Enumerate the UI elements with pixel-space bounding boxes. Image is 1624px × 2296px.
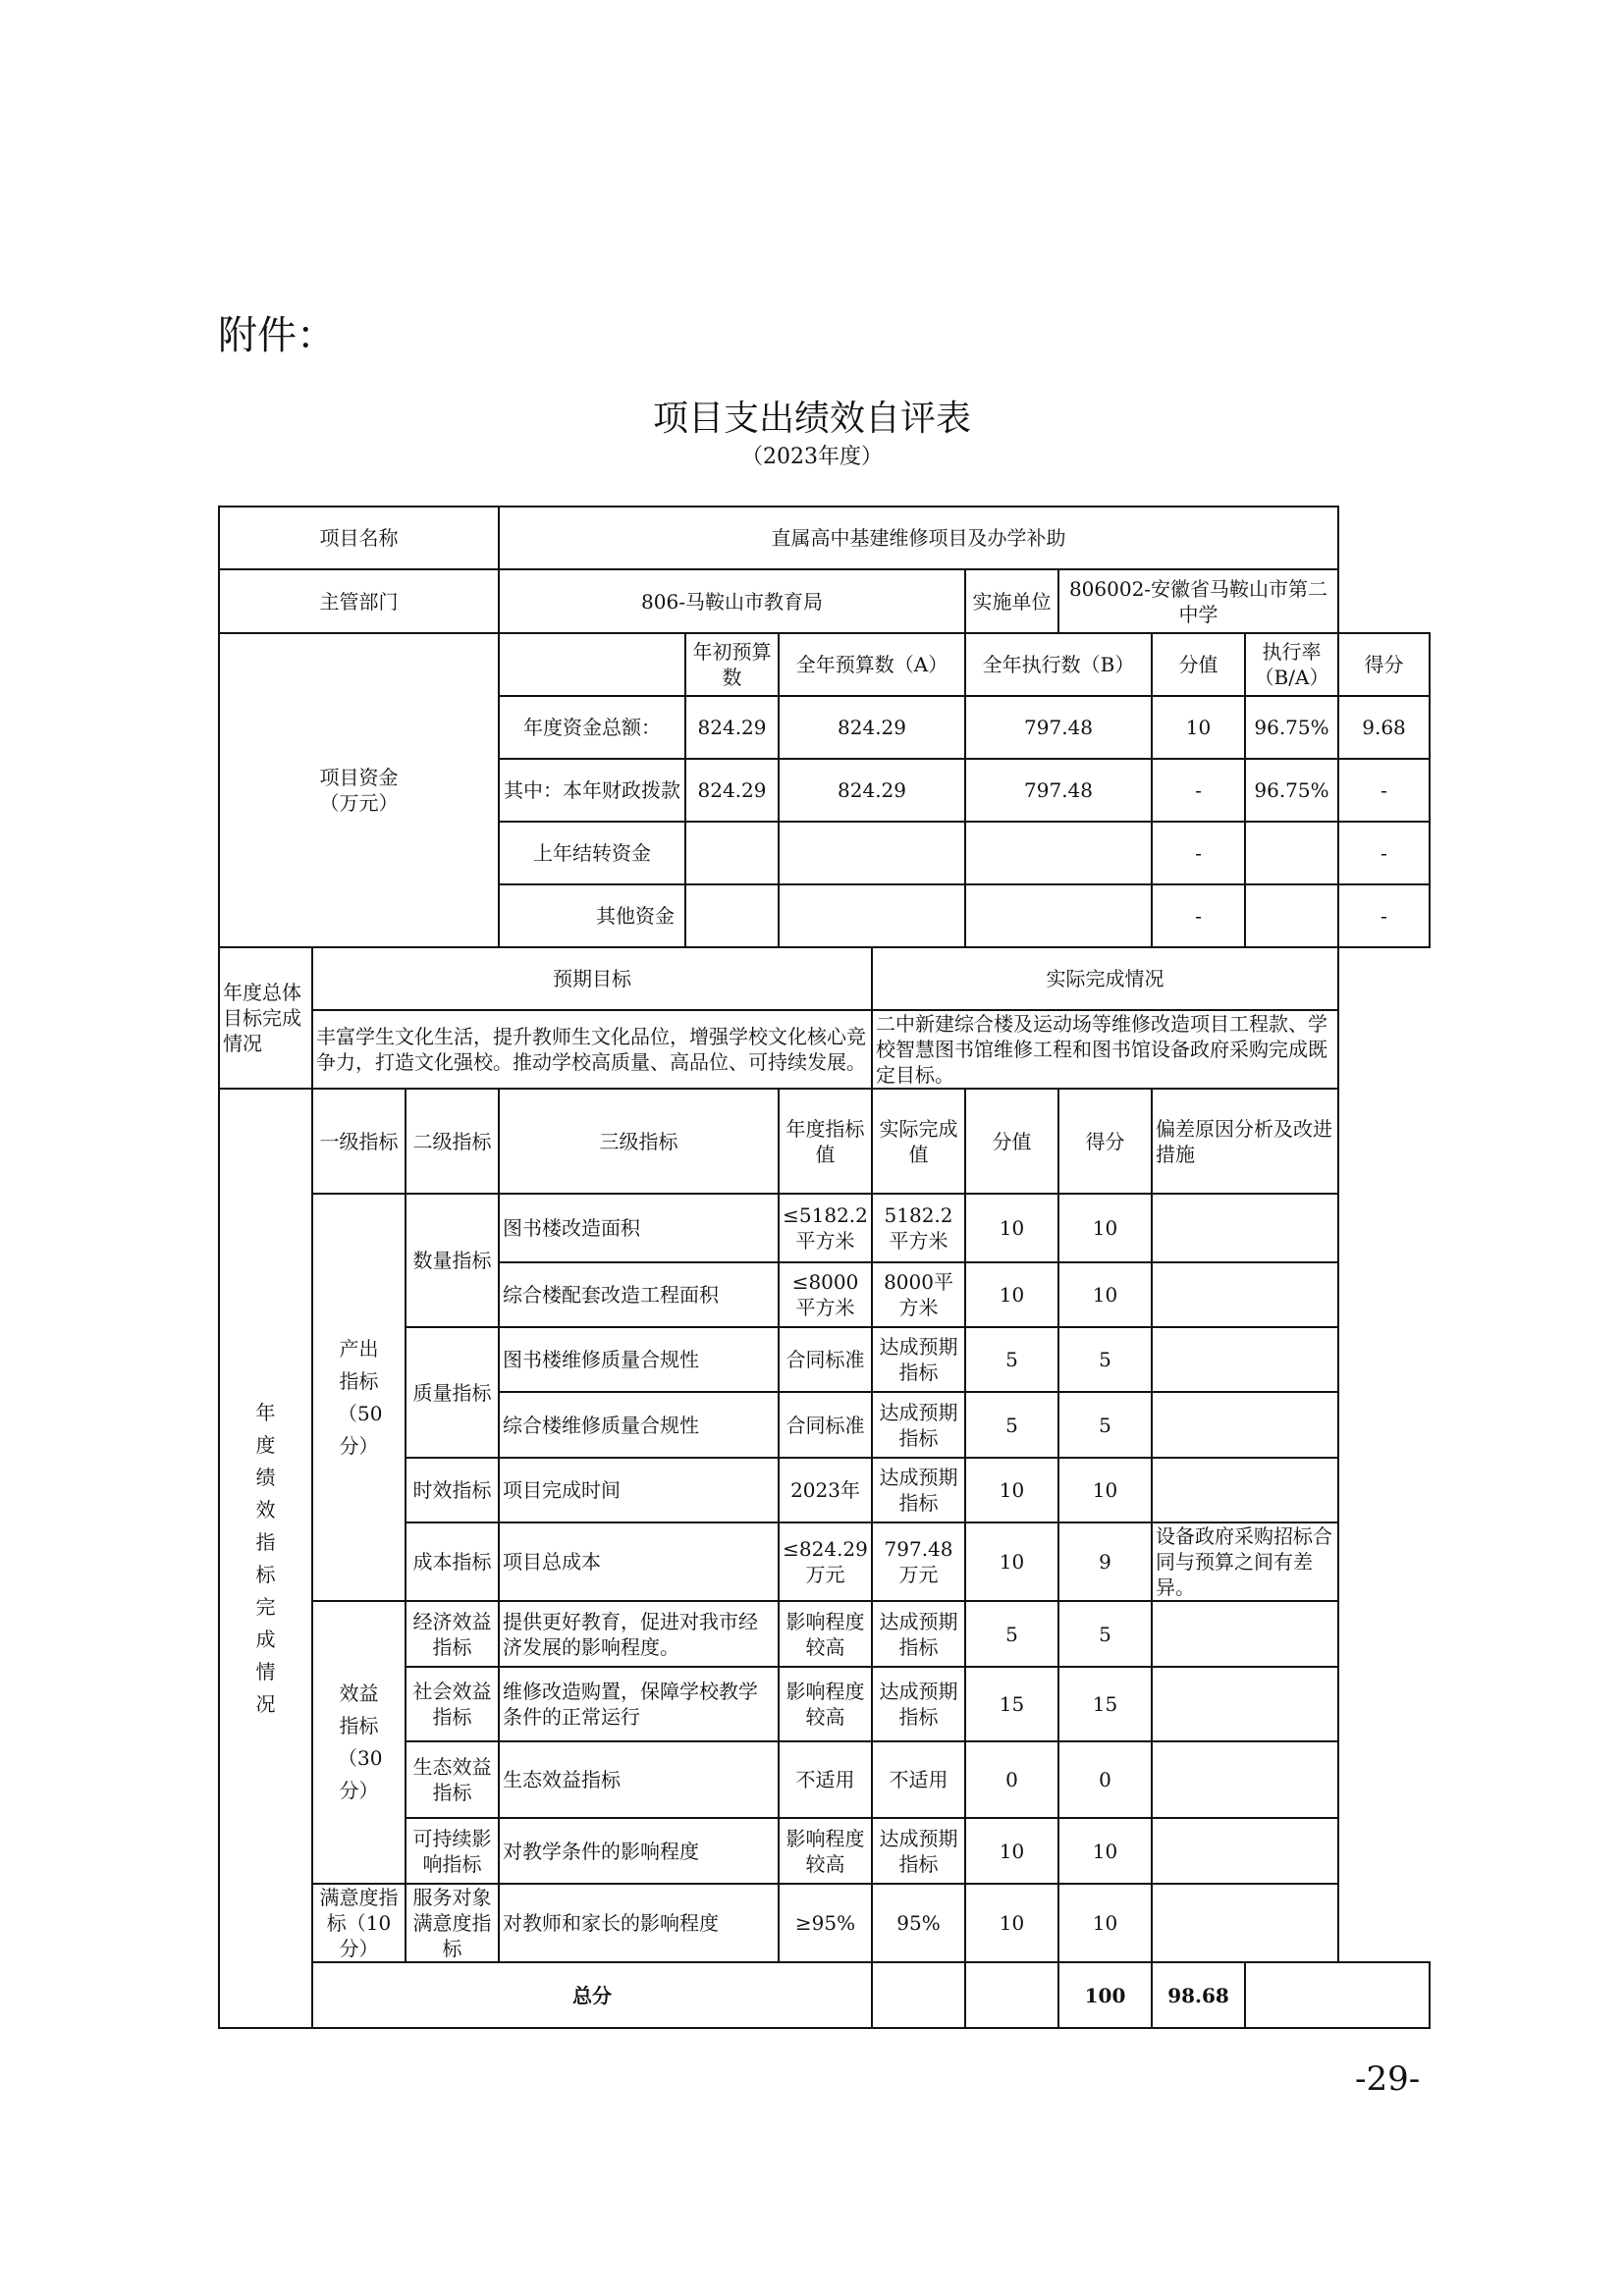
page-title: 项目支出绩效自评表 — [652, 399, 971, 439]
total-blank — [965, 1962, 1058, 2028]
table-row: 社会效益指标 维修改造购置，保障学校教学条件的正常运行 影响程度较高 达成预期指标 15 15 — [219, 1667, 1430, 1741]
total-label: 总分 — [312, 1962, 872, 2028]
table-row: 时效指标 项目完成时间 2023年 达成预期指标 10 10 — [219, 1458, 1430, 1522]
project-name-label: 项目名称 — [219, 507, 499, 569]
funds-row: 年度资金总额： 824.29 824.29 797.48 10 96.75% 9.68 — [219, 696, 1430, 759]
table-row: 可持续影响指标 对教学条件的影响程度 影响程度较高 达成预期指标 10 10 — [219, 1818, 1430, 1884]
table-row: 满意度指标（10分） 服务对象满意度指标 对教师和家长的影响程度 ≥95% 95% 10 10 — [219, 1884, 1430, 1962]
level2-quality: 质量指标 — [406, 1327, 499, 1458]
year-subtitle: （2023年度） — [741, 445, 883, 469]
level2-social: 社会效益指标 — [406, 1667, 499, 1741]
unit-value: 806002-安徽省马鞍山市第二中学 — [1058, 569, 1338, 633]
total-blank — [1245, 1962, 1430, 2028]
level2-quantity: 数量指标 — [406, 1194, 499, 1327]
expected-goal-header: 预期目标 — [312, 947, 872, 1010]
funds-header-blank — [499, 633, 685, 696]
table-row: 产出指标（50分） 数量指标 图书楼改造面积 ≤5182.2平方米 5182.2平方米 10 10 — [219, 1194, 1430, 1262]
level2-service: 服务对象满意度指标 — [406, 1884, 499, 1962]
funds-row: 其他资金 - - — [219, 884, 1430, 947]
table-row: 综合楼配套改造工程面积 ≤8000平方米 8000平方米 10 10 — [219, 1262, 1430, 1327]
group-output: 产出指标（50分） — [312, 1194, 406, 1601]
dept-value: 806-马鞍山市教育局 — [499, 569, 965, 633]
annual-goal-label: 年度总体目标完成情况 — [219, 947, 312, 1089]
header-level3: 三级指标 — [499, 1089, 779, 1194]
header-level1: 一级指标 — [312, 1089, 406, 1194]
dept-label: 主管部门 — [219, 569, 499, 633]
unit-label: 实施单位 — [965, 569, 1058, 633]
header-actual: 实际完成值 — [872, 1089, 965, 1194]
actual-completion-text: 二中新建综合楼及运动场等维修改造项目工程款、学校智慧图书馆维修工程和图书馆设备政府采购完成既定目标。 — [872, 1010, 1338, 1089]
header-value: 分值 — [965, 1089, 1058, 1194]
header-score: 得分 — [1338, 633, 1430, 696]
level2-timeliness: 时效指标 — [406, 1458, 499, 1522]
project-name: 直属高中基建维修项目及办学补助 — [499, 507, 1338, 569]
actual-completion-header: 实际完成情况 — [872, 947, 1338, 1010]
expected-goal-text: 丰富学生文化生活，提升教师生文化品位，增强学校文化核心竞争力，打造文化强校。推动学校高质量、高品位、可持续发展。 — [312, 1010, 872, 1089]
table-row: 综合楼维修质量合规性 合同标准 达成预期指标 5 5 — [219, 1392, 1430, 1458]
table-row: 质量指标 图书楼维修质量合规性 合同标准 达成预期指标 5 5 — [219, 1327, 1430, 1392]
funds-label: 项目资金 （万元） — [219, 633, 499, 947]
page-number: -29- — [1355, 2059, 1421, 2099]
header-level2: 二级指标 — [406, 1089, 499, 1194]
attachment-label: 附件： — [218, 313, 336, 358]
header-score-value: 分值 — [1152, 633, 1245, 696]
performance-label: 年度绩效指标完成情况 — [219, 1089, 312, 2028]
group-satisfaction: 满意度指标（10分） — [312, 1884, 406, 1962]
total-score: 98.68 — [1152, 1962, 1245, 2028]
level2-economic: 经济效益指标 — [406, 1601, 499, 1667]
level2-cost: 成本指标 — [406, 1522, 499, 1601]
header-score: 得分 — [1058, 1089, 1152, 1194]
header-executed: 全年执行数（B） — [965, 633, 1152, 696]
header-full-year-budget: 全年预算数（A） — [779, 633, 965, 696]
table-row: 生态效益指标 生态效益指标 不适用 不适用 0 0 — [219, 1741, 1430, 1818]
table-row: 效益指标（30分） 经济效益指标 提供更好教育，促进对我市经济发展的影响程度。 影响程度较高 达成预期指标 5 5 — [219, 1601, 1430, 1667]
funds-row: 其中：本年财政拨款 824.29 824.29 797.48 - 96.75% - — [219, 759, 1430, 822]
header-initial-budget: 年初预算数 — [685, 633, 779, 696]
level2-ecological: 生态效益指标 — [406, 1741, 499, 1818]
table-row: 成本指标 项目总成本 ≤824.29万元 797.48万元 10 9 设备政府采购招标合同与预算之间有差异。 — [219, 1522, 1430, 1601]
total-blank — [872, 1962, 965, 2028]
level2-sustainable: 可持续影响指标 — [406, 1818, 499, 1884]
evaluation-table — [218, 506, 1431, 2029]
funds-row: 上年结转资金 - - — [219, 822, 1430, 884]
header-target: 年度指标值 — [779, 1089, 872, 1194]
header-execution-rate: 执行率（B/A） — [1245, 633, 1338, 696]
header-reason: 偏差原因分析及改进措施 — [1152, 1089, 1338, 1194]
group-benefit: 效益指标（30分） — [312, 1601, 406, 1884]
total-value: 100 — [1058, 1962, 1152, 2028]
